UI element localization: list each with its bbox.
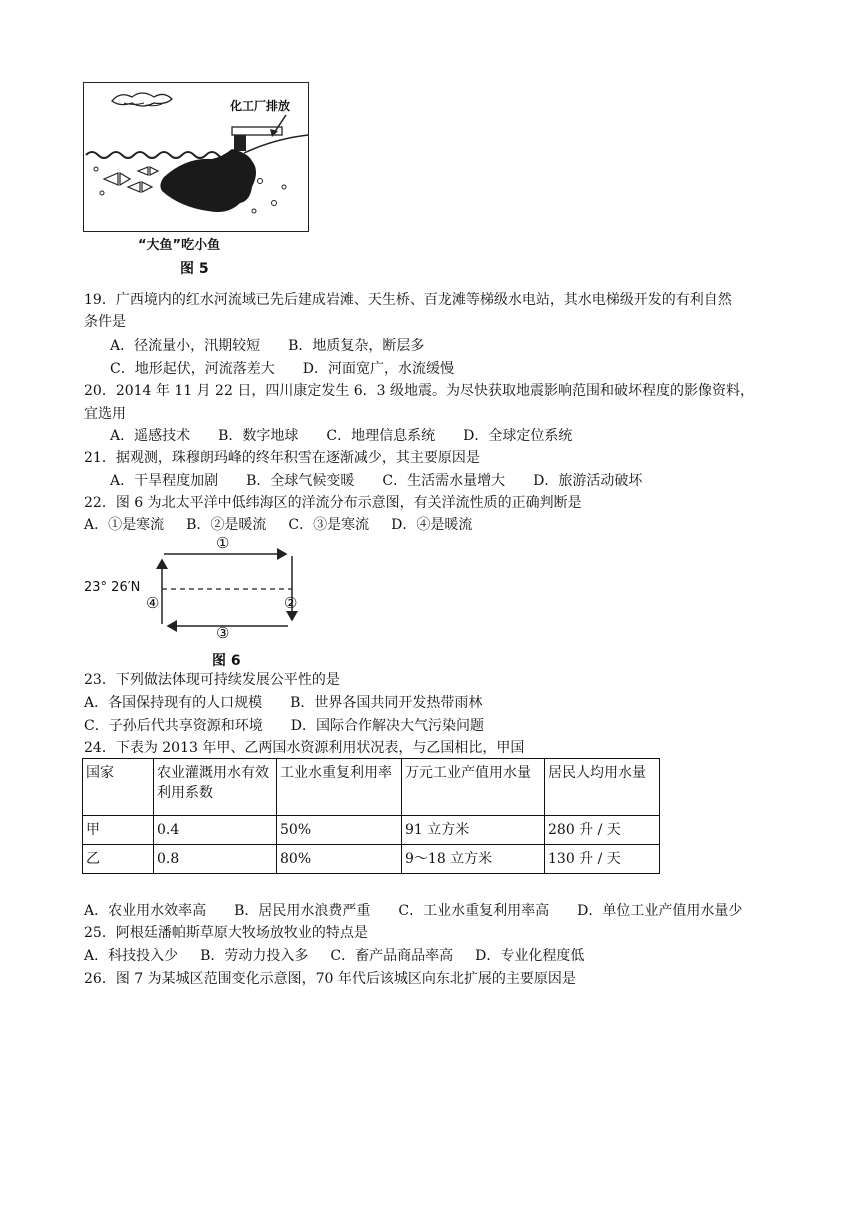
figure-6-caption: 图 6: [212, 653, 241, 669]
q22-option-d[interactable]: D．④是暖流: [391, 517, 473, 533]
table-cell: 甲: [83, 816, 154, 845]
q20-option-b[interactable]: B．数字地球: [218, 428, 299, 444]
q23-option-a[interactable]: A．各国保持现有的人口规模: [84, 695, 263, 711]
table-header-cell: 万元工业产值用水量: [402, 759, 545, 816]
current-marker-1: ①: [216, 534, 230, 552]
q22-option-c[interactable]: C．③是寒流: [288, 517, 370, 533]
q19-option-c[interactable]: C．地形起伏，河流落差大: [110, 361, 275, 377]
table-header-cell: 国家: [83, 759, 154, 816]
q23-options-cd: [84, 717, 512, 735]
q19-option-d[interactable]: D．河面宽广，水流缓慢: [302, 361, 454, 377]
table-cell: 130 升 / 天: [545, 845, 660, 874]
q24-options: [84, 902, 742, 920]
table-header-cell: 农业灌溉用水有效利用系数: [154, 759, 277, 816]
q24-option-c[interactable]: C．工业水重复利用率高: [398, 903, 550, 919]
table-cell: 91 立方米: [402, 816, 545, 845]
table-row: [83, 845, 660, 874]
q20-option-a[interactable]: A．遥感技术: [110, 428, 191, 444]
q20-stem-line1: 20．2014 年 11 月 22 日，四川康定发生 6．3 级地震。为尽快获取地震影响范围和破坏程度的影像资料，: [84, 383, 755, 399]
factory-discharge-label: 化工厂排放: [230, 99, 291, 113]
q19-stem-line1: 19．广西境内的红水河流域已先后建成岩滩、天生桥、百龙滩等梯级水电站，其水电梯级开发的有利自然: [84, 292, 732, 308]
table-cell: 50%: [277, 816, 402, 845]
q22-options: [84, 516, 500, 534]
q21-option-b[interactable]: B．全球气候变暖: [246, 473, 355, 489]
q23-option-d[interactable]: D．国际合作解决大气污染问题: [290, 718, 484, 734]
table-cell: 乙: [83, 845, 154, 874]
q19-stem-line2: 条件是: [84, 314, 126, 330]
q21-options: [110, 472, 670, 490]
table-header-row: [83, 759, 660, 816]
q23-stem: 23．下列做法体现可持续发展公平性的是: [84, 672, 340, 688]
q20-option-c[interactable]: C．地理信息系统: [326, 428, 436, 444]
q23-option-c[interactable]: C．子孙后代共享资源和环境: [84, 718, 263, 734]
q25-option-d[interactable]: D．专业化程度低: [475, 948, 585, 964]
q23-options-ab: [84, 694, 510, 712]
table-header-cell: 居民人均用水量: [545, 759, 660, 816]
table-cell: 9～18 立方米: [402, 845, 545, 874]
q25-stem: 25．阿根廷潘帕斯草原大牧场放牧业的特点是: [84, 925, 368, 941]
table-cell: 280 升 / 天: [545, 816, 660, 845]
q26-stem: 26．图 7 为某城区范围变化示意图，70 年代后该城区向东北扩展的主要原因是: [84, 971, 576, 987]
table-header-cell: 工业水重复利用率: [277, 759, 402, 816]
table-cell: 0.8: [154, 845, 277, 874]
q20-option-d[interactable]: D．全球定位系统: [463, 428, 573, 444]
q24-option-a[interactable]: A．农业用水效率高: [84, 903, 207, 919]
figure-5-caption: 图 5: [180, 261, 209, 277]
q25-options: [84, 947, 612, 965]
q19-option-a[interactable]: A．径流量小，汛期较短: [110, 338, 261, 354]
ocean-current-diagram: [150, 534, 310, 644]
q21-option-c[interactable]: C．生活需水量增大: [382, 473, 506, 489]
figure-5-subcaption: “大鱼”吃小鱼: [138, 238, 221, 253]
figure-5-image: [83, 82, 309, 232]
q25-option-b[interactable]: B．劳动力投入多: [200, 948, 309, 964]
q23-option-b[interactable]: B．世界各国共同开发热带雨林: [290, 695, 483, 711]
q22-option-a[interactable]: A．①是寒流: [84, 517, 165, 533]
q24-option-d[interactable]: D．单位工业产值用水量少: [577, 903, 743, 919]
q22-option-b[interactable]: B．②是暖流: [186, 517, 267, 533]
table-cell: 0.4: [154, 816, 277, 845]
q22-stem: 22．图 6 为北太平洋中低纬海区的洋流分布示意图，有关洋流性质的正确判断是: [84, 495, 582, 511]
current-marker-3: ③: [216, 624, 230, 642]
table-cell: 80%: [277, 845, 402, 874]
q25-option-a[interactable]: A．科技投入少: [84, 948, 179, 964]
q24-stem: 24．下表为 2013 年甲、乙两国水资源利用状况表，与乙国相比，甲国: [84, 740, 525, 756]
q21-stem: 21．据观测，珠穆朗玛峰的终年积雪在逐渐减少，其主要原因是: [84, 450, 480, 466]
water-resource-table: [82, 758, 660, 874]
q19-option-b[interactable]: B．地质复杂，断层多: [288, 338, 425, 354]
current-marker-2: ②: [284, 594, 298, 612]
q24-option-b[interactable]: B．居民用水浪费严重: [234, 903, 371, 919]
latitude-label: 23° 26′N: [84, 580, 141, 595]
q19-options-ab: [110, 337, 452, 355]
current-marker-4: ④: [146, 594, 160, 612]
q20-stem-line2: 宜选用: [84, 406, 126, 422]
q21-option-a[interactable]: A．干旱程度加剧: [110, 473, 219, 489]
q20-options: [110, 427, 600, 445]
q19-options-cd: [110, 360, 482, 378]
table-row: [83, 816, 660, 845]
q21-option-d[interactable]: D．旅游活动破坏: [533, 473, 643, 489]
q25-option-c[interactable]: C．畜产品商品率高: [330, 948, 454, 964]
